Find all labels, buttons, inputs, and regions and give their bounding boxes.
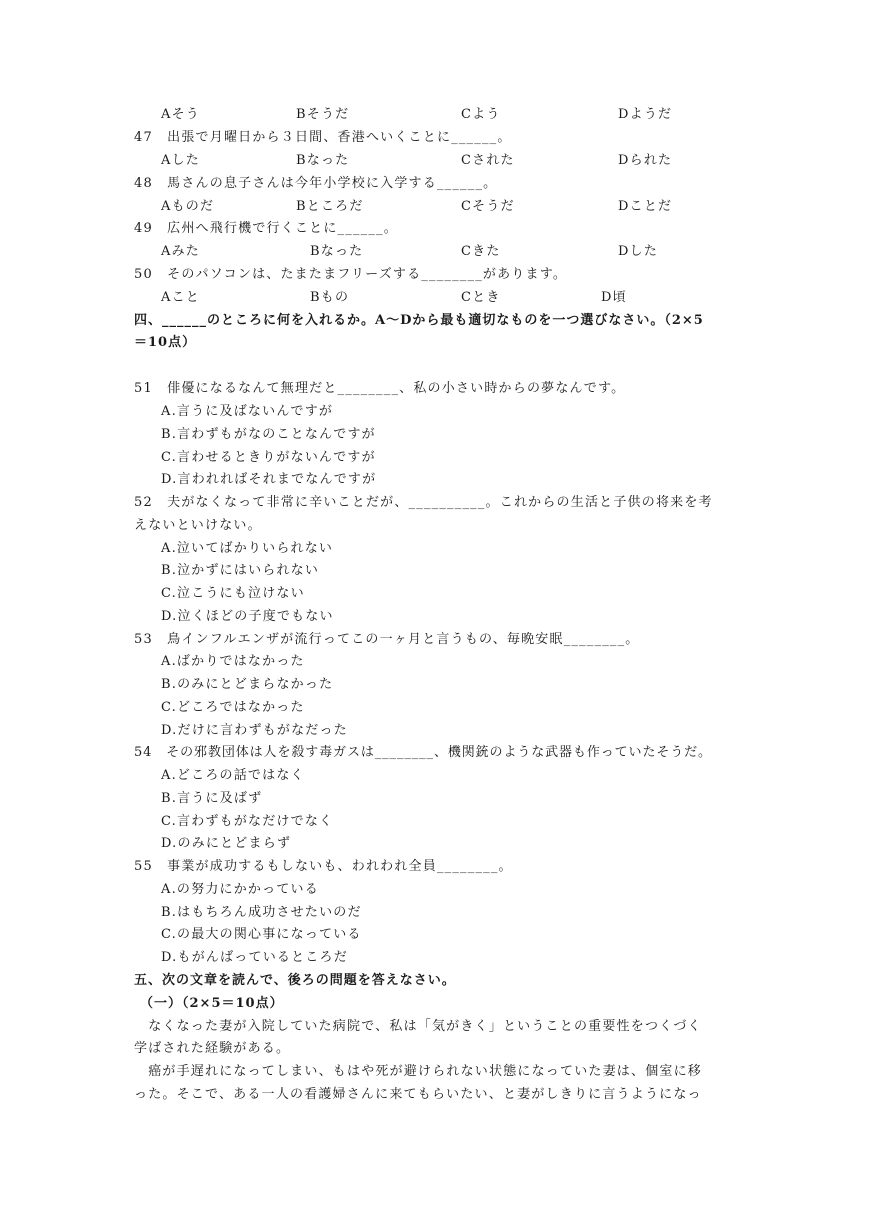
q46-option-a: Aそう <box>161 107 200 122</box>
q55-option-c: C.の最大の関心事になっている <box>161 927 362 942</box>
q53-option-b: B.のみにとどまらなかった <box>161 677 334 692</box>
q55-option-a: A.の努力にかかっている <box>161 882 319 897</box>
q47-option-b: Bなった <box>296 153 350 168</box>
q54-option-b: B.言うに及ばず <box>161 791 263 806</box>
q53-stem: 53 鳥インフルエンザが流行ってこの一ヶ月と言うもの、毎晩安眠________。 <box>134 632 640 647</box>
q48-option-c: Cそうだ <box>461 199 515 214</box>
section-5-heading: 五、次の文章を読んで、後ろの問題を答えなさい。 <box>134 973 456 988</box>
q52-option-c: C.泣こうにも泣けない <box>161 586 305 601</box>
q46-option-c: Cよう <box>461 107 501 122</box>
q47-option-d: Dられた <box>618 153 673 168</box>
q51-stem: 51 俳優になるなんて無理だと________、私の小さい時からの夢なんです。 <box>134 381 626 396</box>
section-5-subheading: （一）（2×5＝10点） <box>140 996 284 1011</box>
q55-option-d: D.もがんばっているところだ <box>161 950 348 965</box>
q54-option-d: D.のみにとどまらず <box>161 836 292 851</box>
passage-line: 学ばされた経験がある。 <box>134 1041 291 1056</box>
q49-option-a: Aみた <box>161 244 200 259</box>
q50-option-d: D頃 <box>601 290 627 305</box>
q48-option-a: Aものだ <box>161 199 215 214</box>
q47-stem: 47 出張で月曜日から３日間、香港へいくことに______。 <box>134 130 512 145</box>
q50-option-a: Aこと <box>161 290 200 305</box>
section-4-heading: 四、______のところに何を入れるか。A～Dから最も適切なものを一つ選びなさい。（2×5 <box>134 313 704 328</box>
q52-option-a: A.泣いてばかりいられない <box>161 541 334 556</box>
passage-line: なくなった妻が入院していた病院で、私は「気がきく」ということの重要性をつくづく <box>134 1019 702 1034</box>
q47-option-c: Cされた <box>461 153 515 168</box>
q54-option-a: A.どころの話ではなく <box>161 768 305 783</box>
q50-stem: 50 そのパソコンは、たまたまフリーズする________があります。 <box>134 267 568 282</box>
q53-option-d: D.だけに言わずもがなだった <box>161 723 348 738</box>
passage-line: 癌が手遅れになってしまい、もはや死が避けられない状態になっていた妻は、個室に移 <box>134 1064 703 1079</box>
q49-option-c: Cきた <box>461 244 501 259</box>
q52-option-b: B.泣かずにはいられない <box>161 563 320 578</box>
q49-stem: 49 広州へ飛行機で行くことに______。 <box>134 221 398 236</box>
q50-option-b: Bもの <box>310 290 350 305</box>
q48-option-d: Dことだ <box>618 199 673 214</box>
q54-option-c: C.言わずもがなだけでなく <box>161 814 334 829</box>
q46-option-b: Bそうだ <box>296 107 350 122</box>
q48-stem: 48 馬さんの息子さんは今年小学校に入学する______。 <box>134 176 498 191</box>
q51-option-d: D.言われればそれまでなんですが <box>161 472 377 487</box>
q49-option-b: Bなった <box>310 244 364 259</box>
q49-option-d: Dした <box>618 244 659 259</box>
q52-stem-cont: えないといけない。 <box>134 518 262 533</box>
passage-line: った。そこで、ある一人の看護婦さんに来てもらいたい、と妻がしきりに言うようになっ <box>134 1087 702 1102</box>
q48-option-b: Bところだ <box>296 199 364 214</box>
q51-option-c: C.言わせるときりがないんですが <box>161 450 376 465</box>
q55-option-b: B.はもちろん成功させたいのだ <box>161 905 362 920</box>
q51-option-a: A.言うに及ばないんですが <box>161 404 334 419</box>
q53-option-a: A.ばかりではなかった <box>161 654 305 669</box>
q53-option-c: C.どころではなかった <box>161 700 305 715</box>
q52-stem: 52 夫がなくなって非常に辛いことだが、__________。これからの生活と子供の将来を考 <box>134 495 713 510</box>
q55-stem: 55 事業が成功するもしないも、われわれ全員________。 <box>134 859 513 874</box>
q52-option-d: D.泣くほどの子度でもない <box>161 609 334 624</box>
q51-option-b: B.言わずもがなのことなんですが <box>161 427 376 442</box>
q47-option-a: Aした <box>161 153 200 168</box>
q54-stem: 54 その邪教団体は人を殺す毒ガスは________、機関銃のような武器も作っていたそうだ。 <box>134 745 712 760</box>
q46-option-d: Dようだ <box>618 107 673 122</box>
q50-option-c: Cとき <box>461 290 501 305</box>
section-4-heading-cont: ＝10点） <box>134 335 197 350</box>
